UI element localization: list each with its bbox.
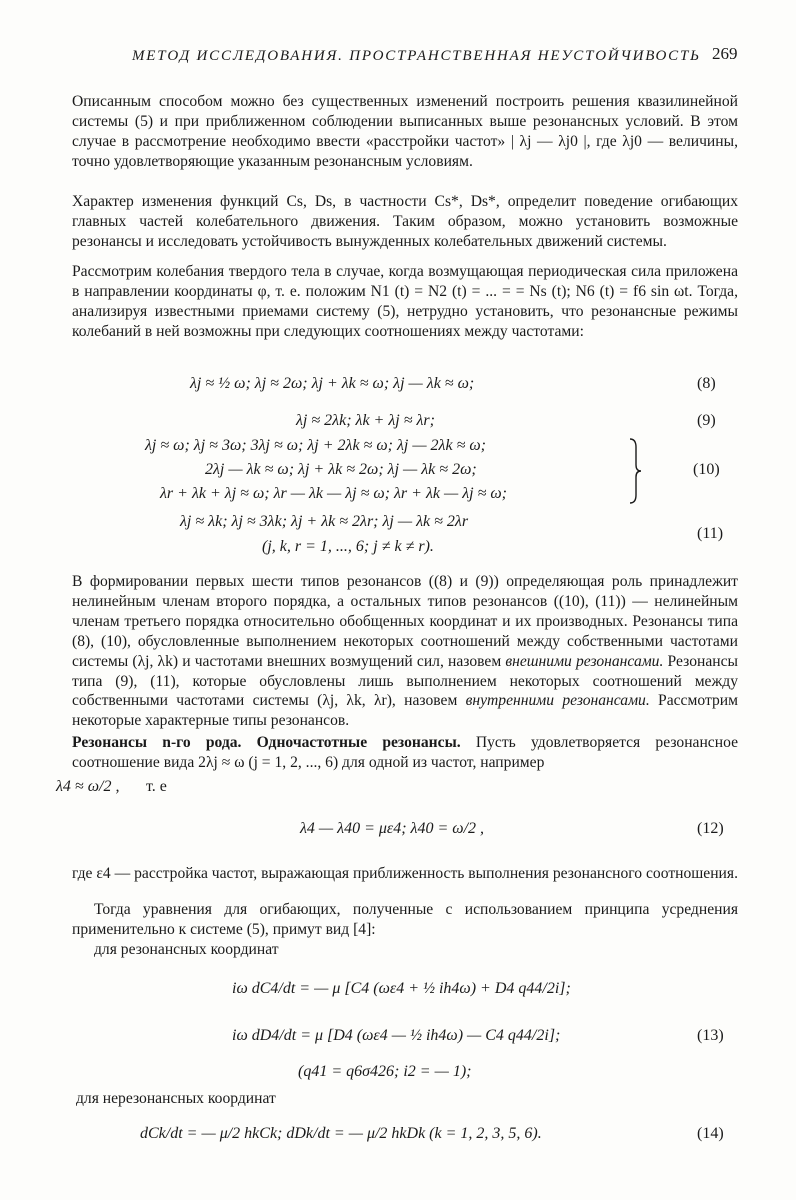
running-title: МЕТОД ИССЛЕДОВАНИЯ. ПРОСТРАНСТВЕННАЯ НЕУСТОЙЧИВОСТЬ — [132, 48, 701, 64]
paragraph-1: Описанным способом можно без существенных изменений построить решения квазилинейной системы (5) и при приближенном соблюдении выписанных выше резонансных условий. В этом случае в рассмотрение необходимо ввести «расстройки частот» | λj — λj0 |, где λj0 — величины, точно удовлетворяющие указанным резонансным условиям. — [72, 93, 738, 170]
equation-14-number: (14) — [697, 1125, 724, 1142]
equation-10-line-2: 2λj — λk ≈ ω; λj + λk ≈ 2ω; λj — λk ≈ 2ω; — [205, 461, 477, 478]
right-brace-icon — [628, 437, 642, 505]
equation-11-line-2: (j, k, r = 1, ..., 6; j ≠ k ≠ r). — [262, 538, 434, 555]
equation-10-line-3: λr + λk + λj ≈ ω; λr — λk — λj ≈ ω; λr + λk — λj ≈ ω; — [160, 485, 507, 502]
equation-10-line-1: λj ≈ ω; λj ≈ 3ω; 3λj ≈ ω; λj + 2λk ≈ ω; λj — 2λk ≈ ω; — [145, 437, 486, 454]
paragraph-4-emphasis-internal: внутренними резонансами. — [465, 692, 650, 710]
equation-lambda4: λ4 ≈ ω/2 , — [56, 778, 120, 795]
paragraph-9: для нерезонансных координат — [76, 1090, 276, 1107]
equation-12-number: (12) — [697, 820, 724, 837]
equation-13-line-1: iω dC4/dt = — μ [C4 (ωε4 + ½ ih4ω) + D4 q44/2i]; — [232, 980, 571, 997]
paragraph-5 — [72, 733, 738, 773]
paragraph-5-text: Пусть удовлетворяется резонансное соотношение вида 2λj ≈ ω (j = 1, 2, ..., 6) для одной из частот, например — [72, 734, 738, 771]
equation-9-number: (9) — [697, 412, 716, 429]
paragraph-2: Характер изменения функций Cs, Ds, в частности Cs*, Ds*, определит поведение огибающих главных частей колебательного движения. Таким образом, можно установить возможные резонансы и исследовать устойчивость вынужденных колебательных движений системы. — [72, 193, 738, 250]
equation-9: λj ≈ 2λk; λk + λj ≈ λr; — [296, 412, 435, 429]
equation-13-line-3: (q41 = q6σ426; i2 = — 1); — [298, 1063, 472, 1080]
paragraph-4 — [72, 572, 738, 731]
equation-10-number: (10) — [693, 461, 720, 478]
equation-11-line-1: λj ≈ λk; λj ≈ 3λk; λj + λk ≈ 2λr; λj — λk ≈ 2λr — [180, 513, 469, 530]
page-number: 269 — [712, 44, 738, 63]
equation-14: dCk/dt = — μ/2 hkCk; dDk/dt = — μ/2 hkDk (k = 1, 2, 3, 5, 6). — [140, 1125, 542, 1142]
equation-12: λ4 — λ40 = με4; λ40 = ω/2 , — [300, 820, 485, 837]
equation-13-number: (13) — [697, 1027, 724, 1044]
equation-8-number: (8) — [697, 375, 716, 392]
paragraph-6: где ε4 — расстройка частот, выражающая приближенность выполнения резонансного соотношения. — [72, 865, 738, 882]
paragraph-4-text-c: Рассмотрим некоторые характерные типы резонансов. — [72, 692, 738, 730]
paragraph-3: Рассмотрим колебания твердого тела в случае, когда возмущающая периодическая сила приложена в направлении координаты φ, т. е. положим N1 (t) = N2 (t) = ... = = Ns (t); N6 (t) = f6 sin ωt. Тогда, анализируя известными приемами систему (5), нетрудно установить, что резонансные режимы колебаний в ней возможны при следующих соотношениях между частотами: — [72, 263, 738, 340]
paragraph-8: для резонансных координат — [94, 941, 279, 958]
equation-11-number: (11) — [697, 525, 724, 542]
paragraph-5-tail: т. е — [146, 778, 167, 795]
paragraph-7: Тогда уравнения для огибающих, полученные с использованием принципа усреднения применительно к системе (5), примут вид [4]: — [72, 901, 738, 938]
section-heading: Резонансы n-го рода. Одночастотные резонансы. — [72, 734, 461, 751]
equation-8: λj ≈ ½ ω; λj ≈ 2ω; λj + λk ≈ ω; λj — λk ≈ ω; — [190, 375, 475, 392]
paragraph-4-text-a: В формировании первых шести типов резонансов ((8) и (9)) определяющая роль принадлежит нелинейным членам второго порядка, а остальных типов резонансов ((10), (11)) — нелинейным членам третьего порядка относительно обобщенных координат и их производных. Резонансы типа (8), (10), обусловленные выполнением некоторых соотношений между собственными частотами системы (λj, λk) и частотами внешних возмущений сил, назовем — [72, 573, 738, 670]
paragraph-4-text-b: Резонансы типа (9), (11), которые обусловлены лишь выполнением некоторых соотношений между собственными частотами системы (λj, λk, λr), назовем — [72, 652, 739, 710]
equation-13-line-2: iω dD4/dt = μ [D4 (ωε4 — ½ ih4ω) — C4 q44/2i]; — [232, 1027, 561, 1044]
paragraph-4-emphasis-external: внешними резонансами. — [505, 652, 664, 670]
